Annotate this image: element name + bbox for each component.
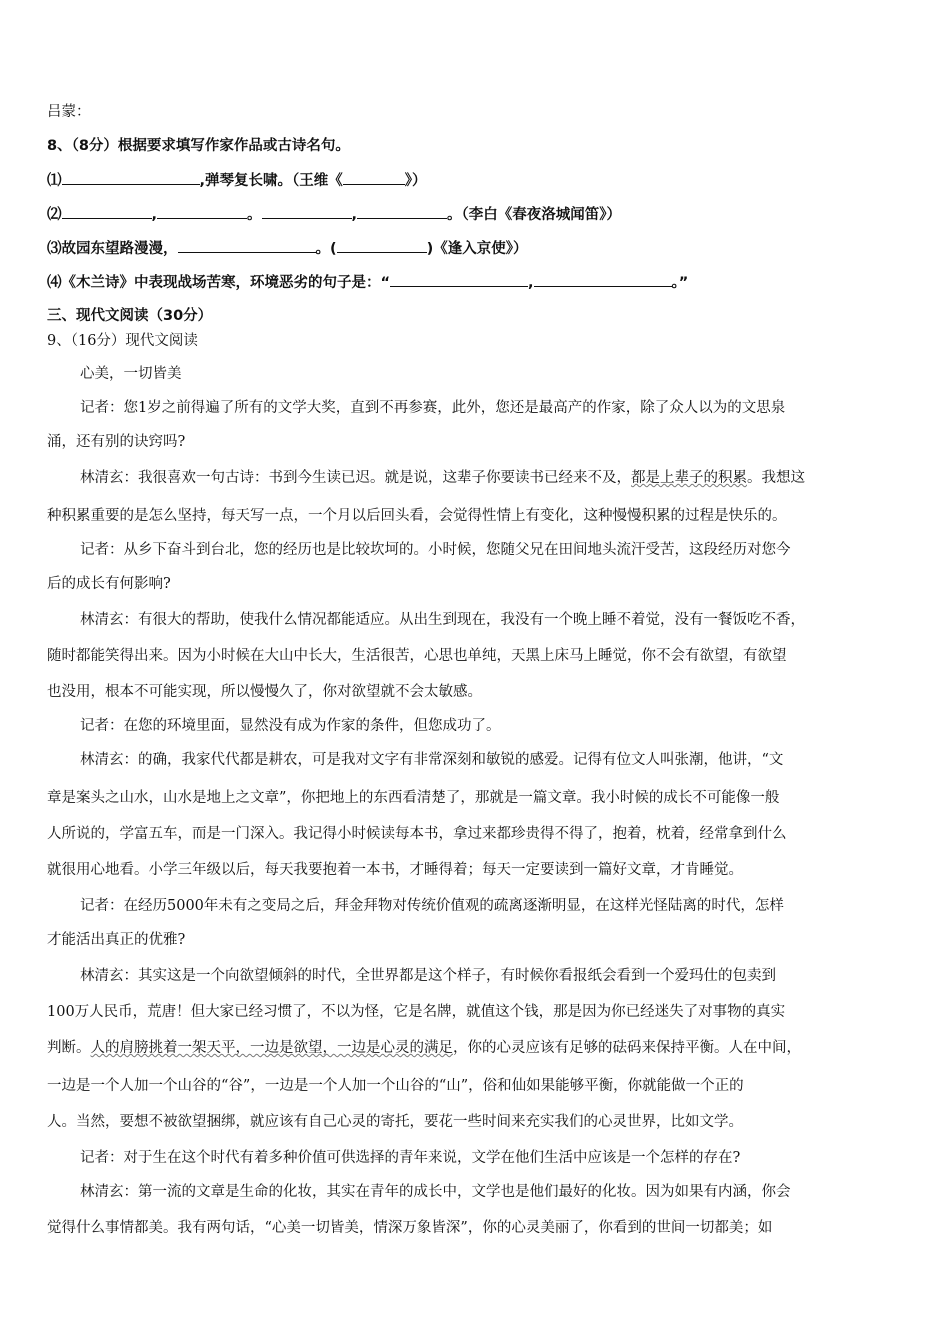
- blank-field[interactable]: [337, 238, 427, 253]
- paragraph-line: 种积累重要的是怎么坚持，每天写一点，一个月以后回头看，会觉得性情上有变化，这种慢慢积累的过程是快乐的。: [47, 508, 787, 524]
- section-3-heading: 三、现代文阅读（30分）: [47, 308, 213, 324]
- underlined-phrase: 人的肩膀挑着一架天平，一边是欲望，一边是心灵的满足: [90, 1040, 453, 1056]
- paragraph-line: 觉得什么事情都美。我有两句话，“心美一切皆美，情深万象皆深”，你的心灵美丽了，你看到的世间一切都美；如: [47, 1220, 773, 1236]
- paragraph-line: 人。当然，要想不被欲望捆绑，就应该有自己心灵的寄托，要花一些时间来充实我们的心灵世界，比如文学。: [47, 1114, 743, 1130]
- paragraph-line: 随时都能笑得出来。因为小时候在大山中长大，生活很苦，心思也单纯，天黑上床马上睡觉，你不会有欲望，有欲望: [47, 648, 787, 664]
- blank-field[interactable]: [534, 272, 672, 287]
- paragraph-line: 涌，还有别的诀窍吗?: [47, 434, 186, 450]
- paragraph-line: 一边是一个人加一个山谷的“谷”，一边是一个人加一个山谷的“山”，俗和仙如果能够平衡，你就能做一个正的: [47, 1078, 744, 1094]
- question-8-heading: 8、（8分）根据要求填写作家作品或古诗名句。: [47, 138, 350, 154]
- text-line: 吕蒙：: [47, 104, 91, 120]
- blank-field[interactable]: [178, 238, 316, 253]
- question-8-item-2: ⑵ , 。 , 。（李白《春夜洛城闻笛》）: [47, 204, 621, 225]
- question-8-item-4: ⑷《木兰诗》中表现战场苦寒，环境恶劣的句子是：“ , 。”: [47, 272, 688, 293]
- paragraph-line: 记者：从乡下奋斗到台北，您的经历也是比较坎坷的。小时候，您随父兄在田间地头流汗受苦，这段经历对您今: [80, 542, 791, 558]
- question-8-item-1: ⑴ ,弹琴复长啸。（王维《 》）: [47, 170, 427, 191]
- paragraph-line: 记者：您1岁之前得遍了所有的文学大奖，直到不再参赛，此外，您还是最高产的作家，除了众人以为的文思泉: [80, 400, 786, 416]
- paragraph-line: 也没用，根本不可能实现，所以慢慢久了，你对欲望就不会太敏感。: [47, 684, 482, 700]
- paragraph-line: 记者：在您的环境里面，显然没有成为作家的条件，但您成功了。: [80, 718, 501, 734]
- paragraph-line: 林清玄：第一流的文章是生命的化妆，其实在青年的成长中，文学也是他们最好的化妆。因为如果有内涵，你会: [80, 1184, 791, 1200]
- paragraph-line: 记者：在经历5000年未有之变局之后，拜金拜物对传统价值观的疏离逐渐明显，在这样光怪陆离的时代，怎样: [80, 898, 784, 914]
- blank-field[interactable]: [343, 170, 405, 185]
- question-9-heading: 9、（16分）现代文阅读: [47, 333, 198, 349]
- blank-field[interactable]: [357, 204, 447, 219]
- blank-field[interactable]: [62, 170, 200, 185]
- blank-field[interactable]: [390, 272, 528, 287]
- paragraph-line: 林清玄：的确，我家代代都是耕农，可是我对文字有非常深刻和敏锐的感爱。记得有位文人叫张潮，他讲，“文: [80, 752, 784, 768]
- paragraph-line: 就很用心地看。小学三年级以后，每天我要抱着一本书，才睡得着；每天一定要读到一篇好文章，才肯睡觉。: [47, 862, 743, 878]
- paragraph-line: 章是案头之山水，山水是地上之文章”，你把地上的东西看清楚了，那就是一篇文章。我小时候的成长不可能像一般: [47, 790, 780, 806]
- article-title: 心美，一切皆美: [80, 366, 182, 382]
- paragraph-line: 判断。人的肩膀挑着一架天平，一边是欲望，一边是心灵的满足，你的心灵应该有足够的砝码来保持平衡。人在中间，: [47, 1040, 801, 1056]
- paragraph-line: 林清玄：我很喜欢一句古诗：书到今生读已迟。就是说，这辈子你要读书已经来不及，都是上辈子的积累。我想这: [80, 470, 805, 486]
- underlined-phrase: 都是上辈子的积累: [631, 470, 747, 486]
- paragraph-line: 后的成长有何影响?: [47, 576, 171, 592]
- paragraph-line: 人所说的，学富五车，而是一门深入。我记得小时候读每本书，拿过来都珍贵得不得了，抱着，枕着，经常拿到什么: [47, 826, 787, 842]
- paragraph-line: 林清玄：其实这是一个向欲望倾斜的时代，全世界都是这个样子，有时候你看报纸会看到一个爱玛仕的包卖到: [80, 968, 776, 984]
- paragraph-line: 100万人民币，荒唐！但大家已经习惯了，不以为怪，它是名牌，就值这个钱，那是因为你已经迷失了对事物的真实: [47, 1004, 786, 1020]
- blank-field[interactable]: [262, 204, 352, 219]
- paragraph-line: 才能活出真正的优雅?: [47, 932, 186, 948]
- question-8-item-3: ⑶故园东望路漫漫， 。( )《逢入京使》）: [47, 238, 528, 259]
- paragraph-line: 记者：对于生在这个时代有着多种价值可供选择的青年来说，文学在他们生活中应该是一个怎样的存在?: [80, 1150, 741, 1166]
- blank-field[interactable]: [62, 204, 152, 219]
- blank-field[interactable]: [157, 204, 247, 219]
- paragraph-line: 林清玄：有很大的帮助，使我什么情况都能适应。从出生到现在，我没有一个晚上睡不着觉，没有一餐饭吃不香，: [80, 612, 805, 628]
